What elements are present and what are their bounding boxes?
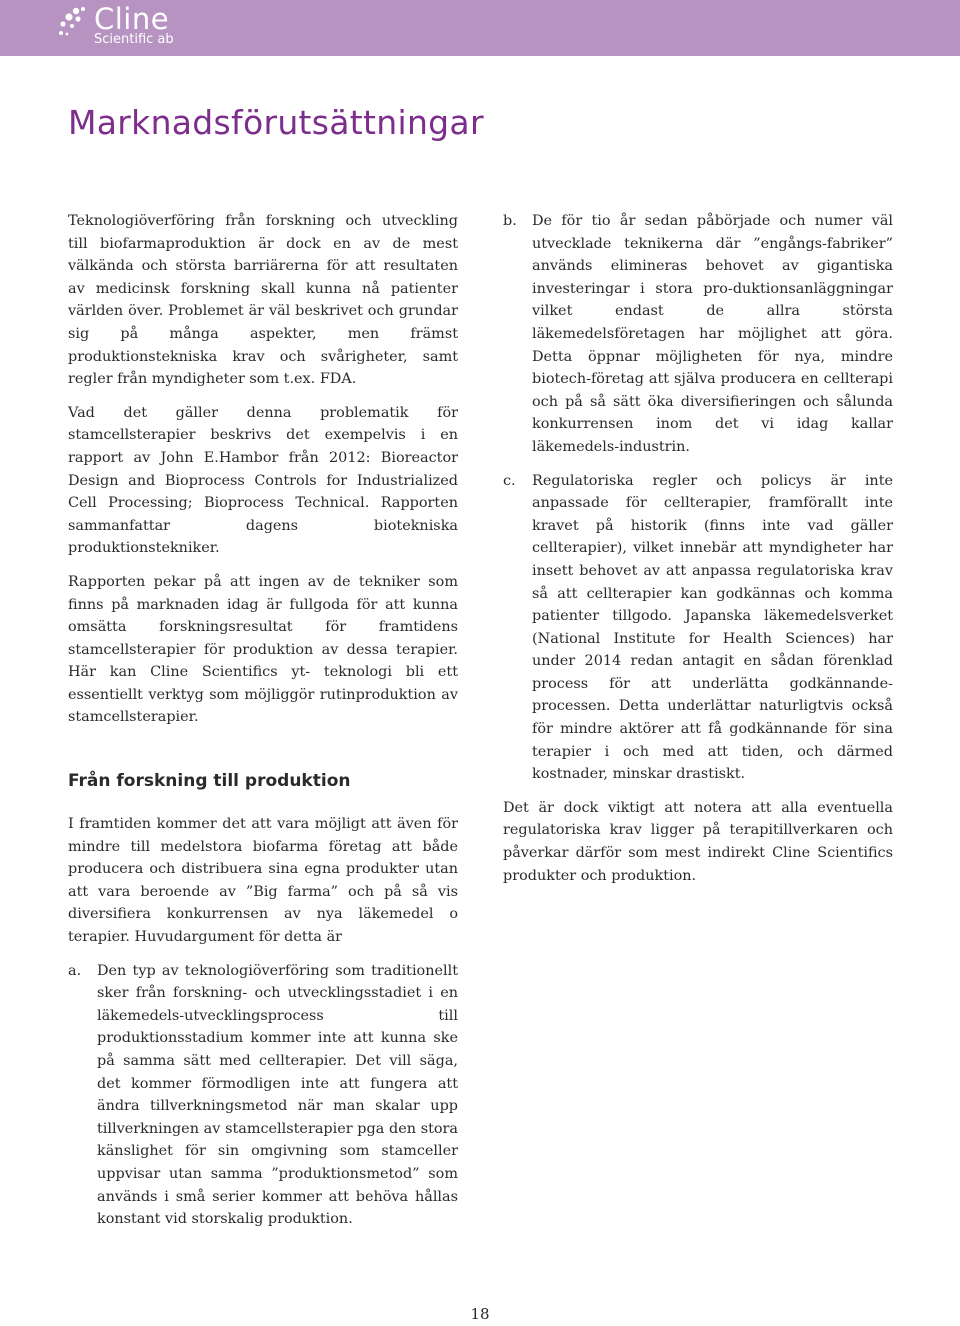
- list-item-b: [503, 210, 893, 459]
- brand-subtitle: Scientific ab: [94, 32, 174, 47]
- section-heading: Från forskning till produktion: [68, 771, 351, 792]
- cline-logo[interactable]: [58, 2, 198, 52]
- page-number: 18: [470, 1305, 490, 1323]
- paragraph-report-conclusion: Rapporten pekar på att ingen av de tekniker som finns på marknaden idag är fullgoda för att kunna omsätta forskningsresultat för framtidens stamcellsterapier för produktion av dessa terapier. Här kan Cline Scientifics yt- teknologi bli ett essentiellt verktyg som möjliggör rutinproduktion av stamcellsterapier.: [68, 573, 458, 726]
- left-column: [68, 210, 458, 1242]
- list-text: De för tio år sedan påbörjade och numer väl utvecklade teknikerna där ”engångs-fabriker” används elimineras behovet av gigantiska investeringar i stora pro-duktionsanläggningar vilket endast de allra största läkemedelsföretagen har möjlighet att göra. Detta öppnar möjligheten för nya, mindre biotech-företag att själva producera en cellterapi och på så sätt öka diversifieringen och sålunda konkurrensen inom det vi idag kallar läkemedels-industrin.: [532, 213, 893, 455]
- list-marker: c.: [503, 472, 516, 489]
- brand-name: Cline: [94, 2, 170, 36]
- molecule-dots-icon: [58, 6, 92, 42]
- list-marker: a.: [68, 962, 82, 979]
- right-column: [503, 210, 893, 898]
- list-text: Regulatoriska regler och policys är inte anpassade för cellterapier, framförallt inte kravet på historik (finns inte vad gäller cellterapier), vilket innebär att myndigheter har insett behovet av att anpassa regulatoriska krav så att cellterapier kan godkännas och komma patienter tillgodo. Japanska läkemedelsverket (National Institute for Health Sciences) har under 2014 redan antagit en sådan förenklad process för att underlätta godkännande-processen. Detta underlättar naturligtvis också för mindre aktörer att få godkännande för sina terapier i och med att tiden, och därmed kostnader, minskar drastiskt.: [532, 472, 893, 783]
- list-item-c: [503, 470, 893, 786]
- page-title: Marknadsförutsättningar: [68, 103, 484, 142]
- paragraph-hambor-report: Vad det gäller denna problematik för stamcellsterapier beskrivs det exempelvis i en rapport av John E.Hambor från 2012: Bioreactor Design and Bioprocess Controls for Industrialized Cell Processing; Bioprocess Technical. Rapporten sammanfattar dagens biotekniska produktionstekniker.: [68, 404, 458, 557]
- paragraph-regulatory-note: Det är dock viktigt att notera att alla eventuella regulatoriska krav ligger på terapitillverkaren och påverkar därför som mest indirekt Cline Scientifics produkter och produktion.: [503, 799, 893, 884]
- header-bar: [0, 0, 960, 56]
- paragraph-technology-transfer: Teknologiöverföring från forskning och utveckling till biofarmaproduktion är dock en av de mest välkända och största barriärerna för att resultaten av medicinsk forskning skall kunna nå patienter världen över. Problemet är väl beskrivet och grundar sig på många aspekter, men främst produktionstekniska krav och svårigheter, samt regler från myndigheter som t.ex. FDA.: [68, 213, 458, 388]
- list-marker: b.: [503, 213, 517, 229]
- list-item-a: [68, 960, 458, 1231]
- list-text: Den typ av teknologiöverföring som traditionellt sker från forskning- och utvecklingsstadiet i en läkemedels-utvecklingsprocess till produktionsstadium kommer inte att kunna ske på samma sätt med cellterapier. Det vill säga, det kommer förmodligen inte att fungera att ändra tillverkningsmetod när man skalar upp tillverkningen av stamcellsterapier pga den stora känslighet för sin omgivning som stamceller uppvisar utan samma ”produktionsmetod” som används i små serier kommer att behöva hållas konstant vid storskalig produktion.: [97, 962, 458, 1228]
- paragraph-future: I framtiden kommer det att vara möjligt att även för mindre till medelstora biofarma företag att både producera och distribuera sina egna produkter utan att vara beroende av ”Big farma” och på så vis diversifiera konkurrensen av nya läkemedel o terapier. Huvudargument för detta är: [68, 816, 458, 946]
